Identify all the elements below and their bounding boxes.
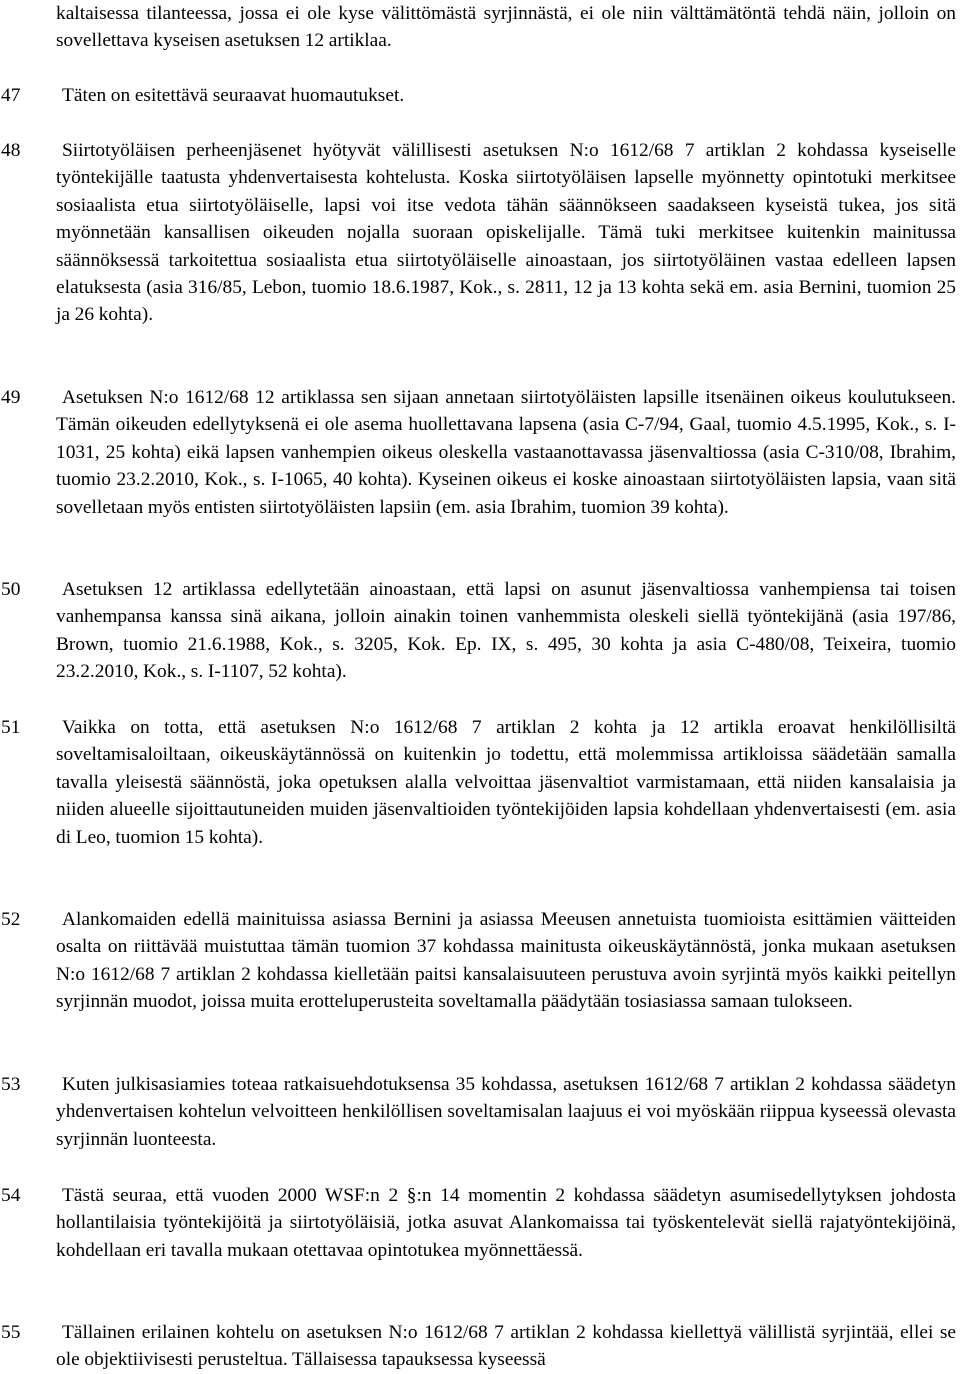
paragraph-number: 54 bbox=[1, 1185, 21, 1206]
paragraph-53 bbox=[0, 1071, 960, 1153]
paragraph-text: Siirtotyöläisen perheenjäsenet hyötyvät välillisesti asetuksen N:o 1612/68 7 artiklan 2 kohdassa kyseiselle työntekijälle taatusta yhdenvertaisesta kohtelusta. Koska siirtotyöläisen lapselle myönnetty opintotuki merkitsee sosiaalista etua siirtotyöläiselle, lapsi voi itse vedota tähän säännökseen saadakseen kyseistä tukea, jos sitä myönnetään kansallisen oikeuden nojalla suoraan opiskelijalle. Tämä tuki merkitsee kuitenkin mainitussa säännöksessä tarkoitettua sosiaalista etua siirtotyöläiselle ainoastaan, jos siirtotyöläinen vastaa edelleen lapsen elatuksesta (asia 316/85, Lebon, tuomio 18.6.1987, Kok., s. 2811, 12 ja 13 kohta sekä em. asia Bernini, tuomion 25 ja 26 kohta). bbox=[56, 140, 956, 326]
paragraph-55 bbox=[0, 1319, 960, 1374]
paragraph-54 bbox=[0, 1182, 960, 1264]
paragraph-number: 53 bbox=[1, 1074, 21, 1095]
paragraph-49 bbox=[0, 384, 960, 521]
paragraph-number: 49 bbox=[1, 387, 21, 408]
paragraph-number: 48 bbox=[1, 140, 21, 161]
paragraph-text: Tästä seuraa, että vuoden 2000 WSF:n 2 §:n 14 momentin 2 kohdassa säädetyn asumisedellytyksen johdosta hollantilaisia työntekijöitä ja siirtotyöläisiä, jotka asuvat Alankomaissa tai työskentelevät siellä rajatyöntekijöinä, kohdellaan eri tavalla mukaan otettavaa opintotukea myönnettäessä. bbox=[56, 1185, 956, 1261]
paragraph-text: Asetuksen N:o 1612/68 12 artiklassa sen sijaan annetaan siirtotyöläisten lapsille itsenäinen oikeus koulutukseen. Tämän oikeuden edellytyksenä ei ole asema huollettavana lapsena (asia C-7/94, Gaal, tuomio 4.5.1995, Kok., s. I-1031, 25 kohta) eikä lapsen vanhempien oikeus oleskella vastaanottavassa jäsenvaltiossa (asia C-310/08, Ibrahim, tuomio 23.2.2010, Kok., s. I-1065, 40 kohta). Kyseinen oikeus ei koske ainoastaan siirtotyöläisten lapsia, vaan sitä sovelletaan myös entisten siirtotyöläisten lapsiin (em. asia Ibrahim, tuomion 39 kohta). bbox=[56, 387, 956, 518]
paragraph-52 bbox=[0, 906, 960, 1016]
continuation-paragraph bbox=[0, 0, 960, 55]
paragraph-number: 47 bbox=[1, 85, 21, 106]
paragraph-text: Alankomaiden edellä mainituissa asiassa Bernini ja asiassa Meeusen annetuista tuomioista esittämien väitteiden osalta on riittävää muistuttaa tämän tuomion 37 kohdassa mainitusta oikeuskäytännöstä, jonka mukaan asetuksen N:o 1612/68 7 artiklan 2 kohdassa kielletään paitsi kansalaisuuteen perustuva avoin syrjintä myös kaikki peitellyn syrjinnän muodot, joissa muita erotteluperusteita soveltamalla päädytään tosiasiassa samaan tulokseen. bbox=[56, 909, 956, 1013]
paragraph-48 bbox=[0, 137, 960, 329]
paragraph-text: kaltaisessa tilanteessa, jossa ei ole kyse välittömästä syrjinnästä, ei ole niin välttämätöntä tehdä näin, jolloin on sovellettava kyseisen asetuksen 12 artiklaa. bbox=[56, 3, 956, 52]
paragraph-text: Kuten julkisasiamies toteaa ratkaisuehdotuksensa 35 kohdassa, asetuksen 1612/68 7 artiklan 2 kohdassa säädetyn yhdenvertaisen kohtelun velvoitteen henkilöllisen soveltamisalan laajuus ei voi myöskään riippua kyseessä olevasta syrjinnän luonteesta. bbox=[56, 1074, 956, 1150]
paragraph-number: 55 bbox=[1, 1322, 21, 1343]
paragraph-number: 51 bbox=[1, 717, 21, 738]
paragraph-51 bbox=[0, 714, 960, 851]
paragraph-number: 50 bbox=[1, 579, 21, 600]
paragraph-47 bbox=[0, 82, 960, 109]
paragraph-50 bbox=[0, 576, 960, 686]
paragraph-text: Vaikka on totta, että asetuksen N:o 1612/68 7 artiklan 2 kohta ja 12 artikla eroavat henkilöllisiltä soveltamisaloiltaan, oikeuskäytännössä on kuitenkin jo todettu, että molemmissa artikloissa säädetään samalla tavalla yleisestä säännöstä, joka opetuksen alalla velvoittaa jäsenvaltiot varmistamaan, että niiden kansalaisia ja niiden alueelle sijoittautuneiden muiden jäsenvaltioiden työntekijöiden lapsia kohdellaan yhdenvertaisesti (em. asia di Leo, tuomion 15 kohta). bbox=[56, 717, 956, 848]
paragraph-number: 52 bbox=[1, 909, 21, 930]
paragraph-text: Täten on esitettävä seuraavat huomautukset. bbox=[62, 85, 405, 106]
paragraph-text: Tällainen erilainen kohtelu on asetuksen N:o 1612/68 7 artiklan 2 kohdassa kiellettyä välillistä syrjintää, ellei se ole objektiivisesti perusteltua. Tällaisessa tapauksessa kyseessä bbox=[56, 1322, 956, 1371]
paragraph-text: Asetuksen 12 artiklassa edellytetään ainoastaan, että lapsi on asunut jäsenvaltiossa vanhempiensa tai toisen vanhempansa kanssa sinä aikana, jolloin ainakin toinen vanhemmista oleskeli siellä työntekijänä (asia 197/86, Brown, tuomio 21.6.1988, Kok., s. 3205, Kok. Ep. IX, s. 495, 30 kohta ja asia C-480/08, Teixeira, tuomio 23.2.2010, Kok., s. I-1107, 52 kohta). bbox=[56, 579, 956, 683]
